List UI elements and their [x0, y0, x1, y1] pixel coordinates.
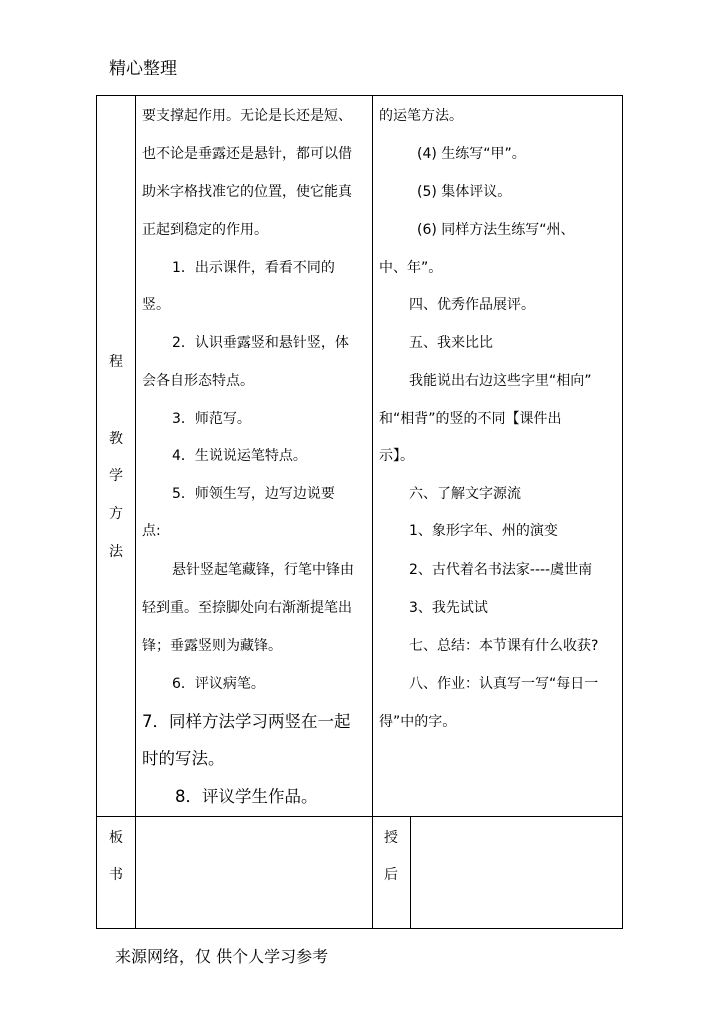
paragraph-line: 轻到重。至捺脚处向右渐渐提笔出 — [142, 600, 352, 616]
paragraph-line: 1．出示课件，看看不同的 — [172, 260, 335, 276]
paragraph-line: (6) 同样方法生练写“州、 — [417, 222, 575, 238]
paragraph-line: 得”中的字。 — [379, 714, 457, 730]
paragraph-line: 8．评议学生作品。 — [175, 787, 318, 806]
paragraph-line: 正起到稳定的作用。 — [142, 222, 268, 238]
paragraph-line: 助米字格找准它的位置，使它能真 — [142, 184, 352, 200]
paragraph-line: 会各自形态特点。 — [142, 373, 254, 389]
paragraph-line: 4．生说说运笔特点。 — [172, 448, 307, 464]
after-label-char: 授 — [384, 830, 398, 846]
paragraph-line: 锋；垂露竖则为藏锋。 — [142, 638, 282, 654]
board-label-char: 书 — [109, 867, 123, 883]
paragraph-line: 八、作业：认真写一写“每日一 — [409, 676, 599, 692]
paragraph-line: 2、古代着名书法家----虞世南 — [409, 562, 593, 578]
paragraph-line: 3、我先试试 — [409, 600, 488, 616]
paragraph-line: 要支撑起作用。无论是长还是短、 — [142, 108, 352, 124]
paragraph-line: 五、我来比比 — [409, 335, 493, 351]
board-label-char: 板 — [109, 830, 123, 846]
paragraph-line: 悬针竖起笔藏锋，行笔中锋由 — [172, 562, 354, 578]
table-col-divider-2 — [372, 95, 373, 929]
paragraph-line: 我能说出右边这些字里“相向” — [409, 373, 592, 389]
paragraph-line: 七、总结：本节课有什么收获? — [409, 638, 599, 654]
paragraph-line: 6．评议病笔。 — [172, 676, 265, 692]
paragraph-line: 时的写法。 — [142, 749, 225, 768]
page-header: 精心整理 — [109, 59, 177, 79]
row-label-top: 程 — [109, 354, 123, 370]
table-border-right — [622, 95, 623, 929]
table-border-bottom — [96, 928, 623, 929]
paragraph-line: 的运笔方法。 — [379, 108, 463, 124]
table-col-divider-3 — [410, 816, 411, 929]
table-border-top — [96, 95, 623, 96]
paragraph-line: 六、了解文字源流 — [409, 486, 521, 502]
row-label-char: 学 — [109, 468, 123, 484]
paragraph-line: 7．同样方法学习两竖在一起 — [142, 712, 351, 731]
paragraph-line: 点: — [142, 523, 161, 539]
table-row-divider — [96, 816, 623, 817]
paragraph-line: 四、优秀作品展评。 — [409, 297, 535, 313]
paragraph-line: 2．认识垂露竖和悬针竖，体 — [172, 335, 349, 351]
paragraph-line: 竖。 — [142, 297, 170, 313]
table-col-divider-1 — [135, 95, 136, 929]
page-footer: 来源网络，仅 供个人学习参考 — [115, 947, 329, 966]
paragraph-line: 中、年”。 — [379, 260, 443, 276]
row-label-char: 法 — [109, 544, 123, 560]
paragraph-line: 和“相背”的竖的不同【课件出 — [379, 411, 562, 427]
paragraph-line: 1、象形字年、州的演变 — [409, 523, 558, 539]
table-border-left — [96, 95, 97, 929]
paragraph-line: (5) 集体评议。 — [417, 184, 512, 200]
row-label-char: 方 — [109, 506, 123, 522]
after-label-char: 后 — [384, 867, 398, 883]
paragraph-line: 3．师范写。 — [172, 411, 251, 427]
paragraph-line: 也不论是垂露还是悬针，都可以借 — [142, 146, 352, 162]
paragraph-line: 示】。 — [379, 448, 414, 464]
row-label-char: 教 — [109, 431, 123, 447]
paragraph-line: 5．师领生写，边写边说要 — [172, 486, 335, 502]
paragraph-line: (4) 生练写“甲”。 — [417, 146, 526, 162]
